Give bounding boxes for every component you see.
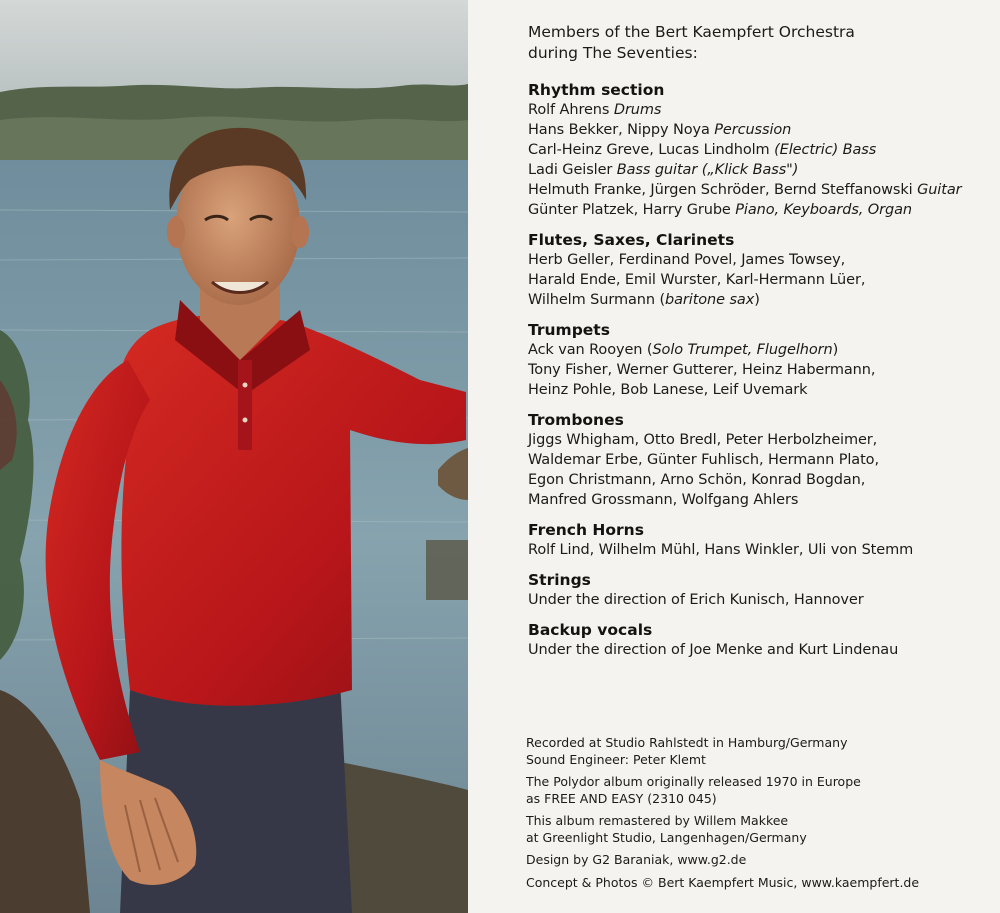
member-line: Helmuth Franke, Jürgen Schröder, Bernd Steffanowski Guitar bbox=[528, 182, 962, 198]
intro-line-1: Members of the Bert Kaempfert Orchestra bbox=[528, 23, 855, 41]
section-trombones bbox=[528, 410, 998, 510]
credit-release-1: The Polydor album originally released 1970 in Europe bbox=[526, 774, 861, 789]
intro-line-2: during The Seventies: bbox=[528, 44, 698, 62]
section-heading: Backup vocals bbox=[528, 621, 653, 639]
photo-bert-kaempfert bbox=[0, 0, 468, 913]
member-line: Under the direction of Erich Kunisch, Hannover bbox=[528, 592, 864, 608]
section-heading: Strings bbox=[528, 571, 591, 589]
member-line: Hans Bekker, Nippy Noya Percussion bbox=[528, 122, 792, 138]
member-line: Jiggs Whigham, Otto Bredl, Peter Herbolzheimer, bbox=[528, 432, 878, 448]
member-line: Günter Platzek, Harry Grube Piano, Keyboards, Organ bbox=[528, 202, 912, 218]
orchestra-sections bbox=[528, 80, 998, 670]
section-woodwinds bbox=[528, 230, 998, 310]
section-heading: Flutes, Saxes, Clarinets bbox=[528, 231, 735, 249]
member-line: Tony Fisher, Werner Gutterer, Heinz Habermann, bbox=[528, 362, 876, 378]
member-line: Harald Ende, Emil Wurster, Karl-Hermann Lüer, bbox=[528, 272, 866, 288]
member-line: Herb Geller, Ferdinand Povel, James Towsey, bbox=[528, 252, 846, 268]
credit-concept: Concept & Photos © Bert Kaempfert Music, www.kaempfert.de bbox=[526, 874, 920, 890]
member-line: Waldemar Erbe, Günter Fuhlisch, Hermann Plato, bbox=[528, 452, 879, 468]
member-line: Egon Christmann, Arno Schön, Konrad Bogdan, bbox=[528, 472, 866, 488]
credit-remaster-2: at Greenlight Studio, Langenhagen/Germany bbox=[526, 829, 807, 845]
credit-engineer: Sound Engineer: Peter Klemt bbox=[526, 751, 706, 767]
credit-release-2: as FREE AND EASY (2310 045) bbox=[526, 790, 717, 806]
member-line: Under the direction of Joe Menke and Kurt Lindenau bbox=[528, 642, 899, 658]
member-line: Rolf Lind, Wilhelm Mühl, Hans Winkler, Uli von Stemm bbox=[528, 542, 914, 558]
intro-heading bbox=[528, 22, 855, 64]
section-strings bbox=[528, 570, 998, 610]
member-line: Manfred Grossmann, Wolfgang Ahlers bbox=[528, 492, 799, 508]
credit-remaster-1: This album remastered by Willem Makkee bbox=[526, 813, 789, 828]
section-french-horns bbox=[528, 520, 998, 560]
member-line: Ladi Geisler Bass guitar („Klick Bass") bbox=[528, 162, 799, 178]
member-line: Rolf Ahrens Drums bbox=[528, 102, 662, 118]
section-heading: Rhythm section bbox=[528, 81, 665, 99]
credits-panel bbox=[468, 0, 1000, 913]
member-line: Heinz Pohle, Bob Lanese, Leif Uvemark bbox=[528, 382, 808, 398]
member-line: Wilhelm Surmann (baritone sax) bbox=[528, 292, 760, 308]
section-heading: Trumpets bbox=[528, 321, 610, 339]
section-trumpets bbox=[528, 320, 998, 400]
member-line: Ack van Rooyen (Solo Trumpet, Flugelhorn) bbox=[528, 342, 839, 358]
credit-recorded: Recorded at Studio Rahlstedt in Hamburg/Germany bbox=[526, 735, 848, 750]
section-heading: Trombones bbox=[528, 411, 624, 429]
section-rhythm bbox=[528, 80, 998, 220]
section-heading: French Horns bbox=[528, 521, 644, 539]
section-backup-vocals bbox=[528, 620, 998, 660]
production-credits bbox=[526, 735, 996, 897]
credit-design: Design by G2 Baraniak, www.g2.de bbox=[526, 852, 747, 867]
member-line: Carl-Heinz Greve, Lucas Lindholm (Electric) Bass bbox=[528, 142, 877, 158]
